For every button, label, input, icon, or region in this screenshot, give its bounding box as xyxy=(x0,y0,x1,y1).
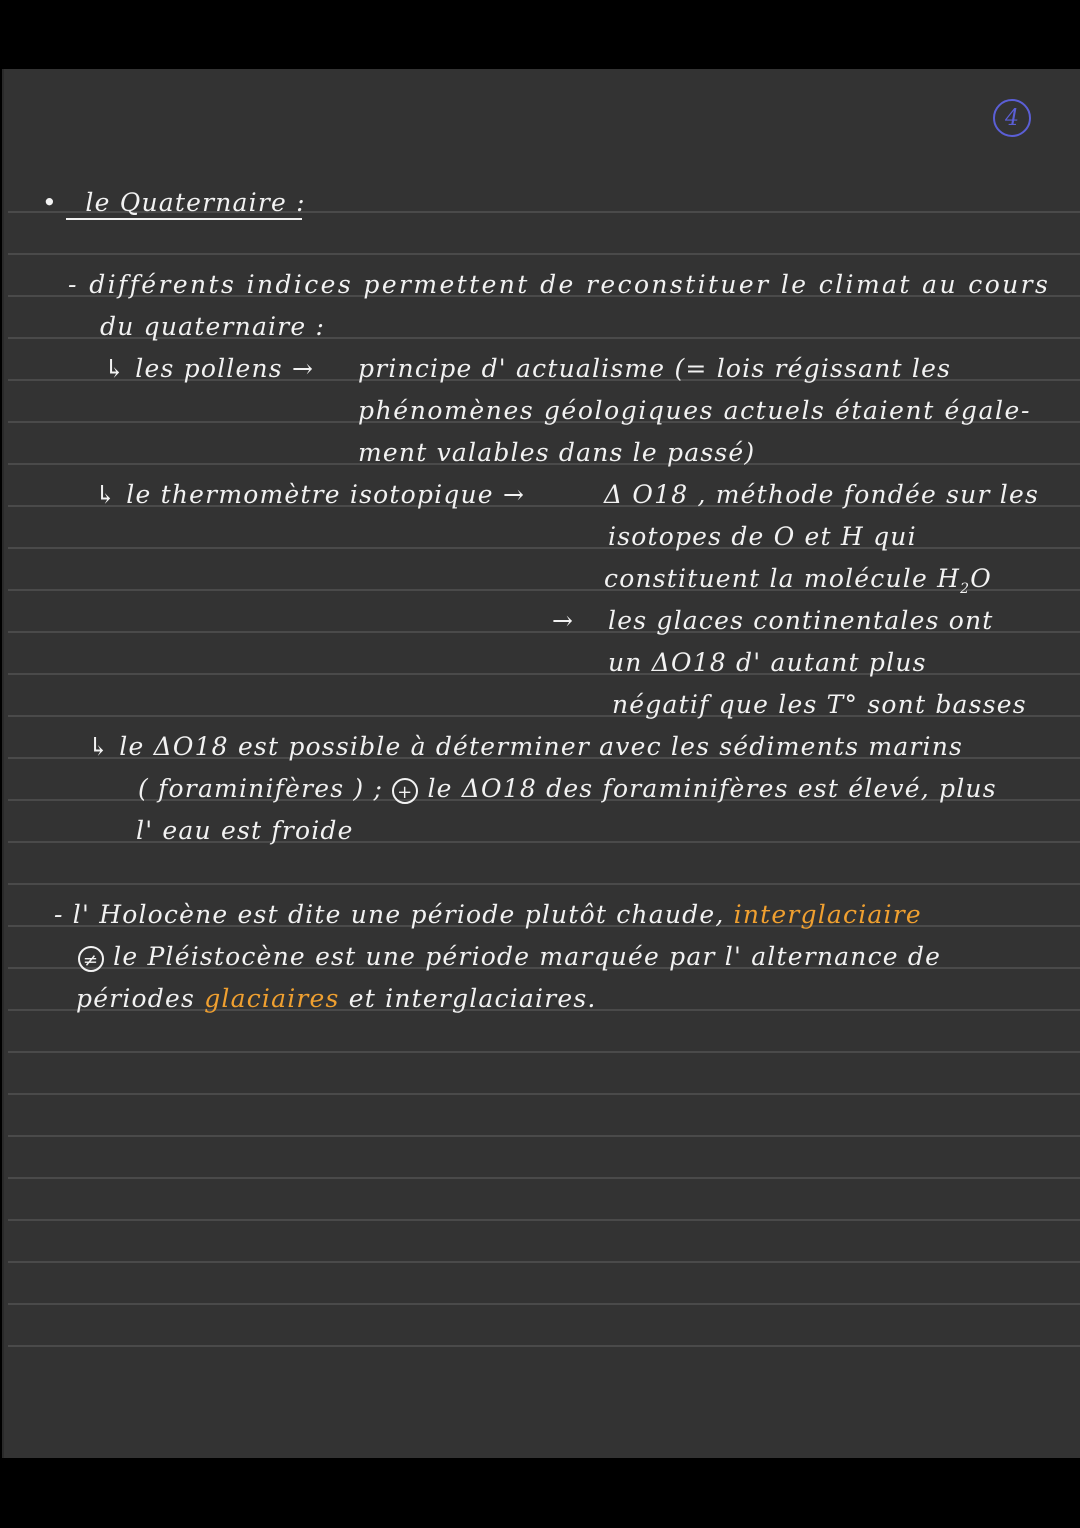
text: et interglaciaires. xyxy=(348,984,597,1013)
ruled-line xyxy=(8,253,1080,255)
thermometer-text-2: isotopes de O et H qui xyxy=(608,522,917,551)
text: le ΔO18 des foraminifères est élevé, plus xyxy=(427,774,997,803)
ruled-line xyxy=(8,1177,1080,1179)
intro-line-2: du quaternaire : xyxy=(100,312,326,341)
pleistocene-line xyxy=(78,942,941,972)
bullet: • xyxy=(42,188,58,217)
text: - l' Holocène est dite une période plutôt chaude, xyxy=(54,900,725,929)
thermometer-text-3 xyxy=(604,564,992,597)
highlight-glaciaires: glaciaires xyxy=(204,984,340,1013)
highlight-interglaciaire: interglaciaire xyxy=(733,900,922,929)
page-number: 4 xyxy=(1005,105,1019,131)
pollen-text-3: ment valables dans le passé) xyxy=(358,438,756,467)
pollen-text-2: phénomènes géologiques actuels étaient égale- xyxy=(358,396,1031,425)
pollen-text-1: principe d' actualisme (= lois régissant les xyxy=(358,354,952,383)
ruled-line xyxy=(8,1345,1080,1347)
page-number-badge xyxy=(993,99,1031,137)
sediments-line-1: ↳ le ΔO18 est possible à déterminer avec les sédiments marins xyxy=(88,732,964,761)
text: périodes xyxy=(76,984,196,1013)
circled-plus-icon: + xyxy=(392,778,418,804)
thermometer-label: ↳ le thermomètre isotopique → xyxy=(95,480,526,509)
circled-not-equal-icon: ≠ xyxy=(78,946,104,972)
ruled-line xyxy=(8,883,1080,885)
thermometer-text-1: Δ O18 , méthode fondée sur les xyxy=(604,480,1039,509)
ruled-line xyxy=(8,1219,1080,1221)
intro-line-1: - différents indices permettent de reconstituer le climat au cours xyxy=(68,270,1051,299)
pollen-label: ↳ les pollens → xyxy=(104,354,315,383)
sediments-line-2 xyxy=(138,774,997,804)
thermometer-text-5: un ΔO18 d' autant plus xyxy=(608,648,927,677)
ruled-line xyxy=(8,1135,1080,1137)
subscript: 2 xyxy=(960,581,971,597)
heading xyxy=(42,188,306,217)
ruled-line xyxy=(8,1093,1080,1095)
holocene-line xyxy=(54,900,922,929)
ruled-line xyxy=(8,1051,1080,1053)
sediments-line-3: l' eau est froide xyxy=(136,816,354,845)
thermometer-text-6: négatif que les T° sont basses xyxy=(612,690,1027,719)
periods-line xyxy=(76,984,597,1013)
text: le Pléistocène est une période marquée par l' alternance de xyxy=(113,942,942,971)
heading-title: le Quaternaire : xyxy=(85,188,306,217)
ruled-line xyxy=(8,1261,1080,1263)
ruled-line xyxy=(8,1303,1080,1305)
heading-underline xyxy=(66,218,302,220)
text: O xyxy=(970,564,992,593)
text: ( foraminifères ) ; xyxy=(138,774,384,803)
text: constituent la molécule H xyxy=(604,564,961,593)
ruled-line xyxy=(8,547,1080,549)
thermometer-text-4: les glaces continentales ont xyxy=(608,606,994,635)
arrow-icon: → xyxy=(552,606,575,635)
